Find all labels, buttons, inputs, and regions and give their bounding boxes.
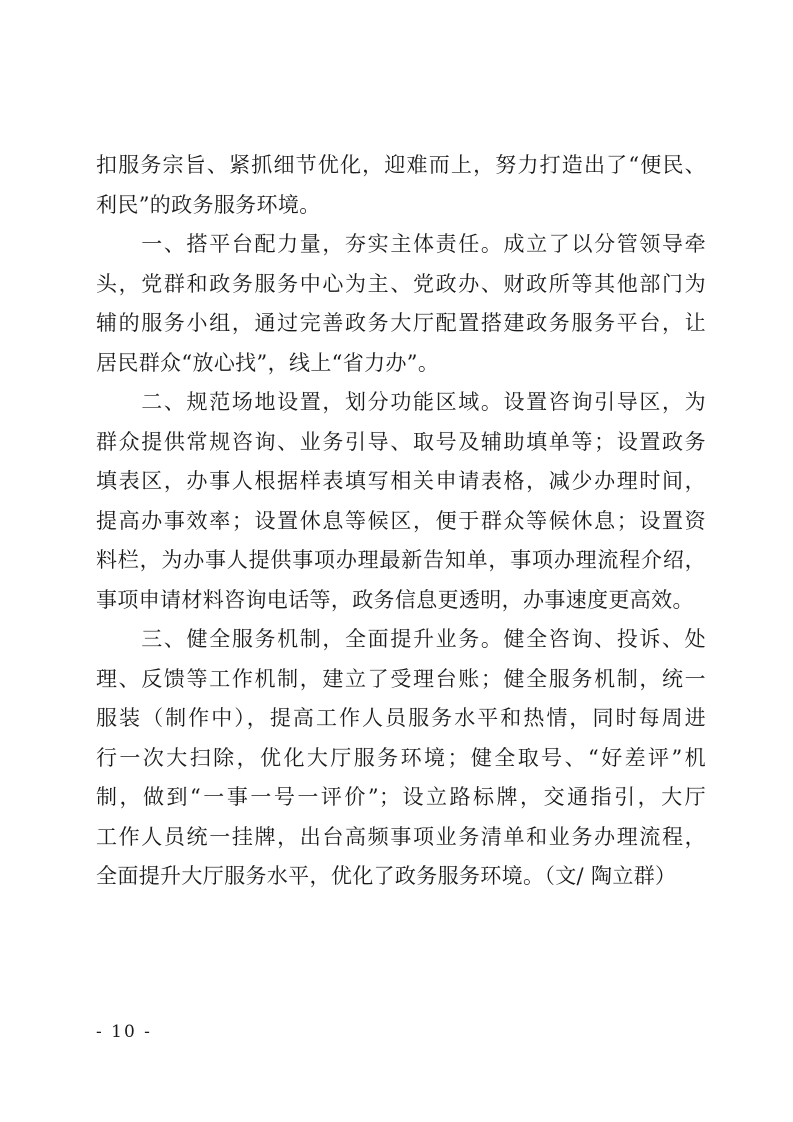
text-line: 扣服务宗旨、紧抓细节优化，迎难而上，努力打造出了“便民、: [96, 153, 706, 177]
text-line: 填表区，办事人根据样表填写相关申请表格，减少办理时间，: [96, 469, 706, 493]
paragraph-intro-continuation: [96, 146, 706, 225]
text-line: 二、规范场地设置，划分功能区域。设置咨询引导区，为: [96, 390, 706, 414]
text-line: 三、健全服务机制，全面提升业务。健全咨询、投诉、处: [96, 627, 706, 651]
paragraph-platform: [96, 225, 706, 383]
text-line: 理、反馈等工作机制，建立了受理台账；健全服务机制，统一: [96, 666, 706, 691]
text-line: 一、搭平台配力量，夯实主体责任。成立了以分管领导牵: [96, 232, 706, 256]
paragraph-venue: [96, 383, 706, 620]
document-body: [96, 146, 706, 897]
text-line: 料栏，为办事人提供事项办理最新告知单，事项办理流程介绍，: [96, 548, 706, 572]
text-line: 工作人员统一挂牌，出台高频事项业务清单和业务办理流程，: [96, 824, 706, 849]
text-line: 提高办事效率；设置休息等候区，便于群众等候休息；设置资: [96, 508, 706, 533]
text-line: 行一次大扫除，优化大厅服务环境；健全取号、“好差评”机: [96, 745, 706, 770]
text-line: 事项申请材料咨询电话等，政务信息更透明，办事速度更高效。: [96, 587, 694, 612]
text-line: 服装（制作中），提高工作人员服务水平和热情，同时每周进: [96, 706, 706, 730]
text-line: 辅的服务小组，通过完善政务大厅配置搭建政务服务平台，让: [96, 311, 706, 335]
text-line: 全面提升大厅服务水平，优化了政务服务环境。（文/ 陶立群）: [96, 864, 677, 888]
text-line: 制，做到“一事一号一评价”；设立路标牌，交通指引，大厅: [96, 785, 706, 809]
text-line: 居民群众“放心找”，线上“省力办”。: [96, 350, 440, 375]
page-number: - 10 -: [96, 1022, 152, 1042]
text-line: 群众提供常规咨询、业务引导、取号及辅助填单等；设置政务: [96, 429, 706, 454]
text-line: 头，党群和政务服务中心为主、党政办、财政所等其他部门为: [96, 271, 706, 296]
paragraph-mechanism: [96, 620, 706, 897]
text-line: 利民”的政务服务环境。: [96, 192, 321, 217]
